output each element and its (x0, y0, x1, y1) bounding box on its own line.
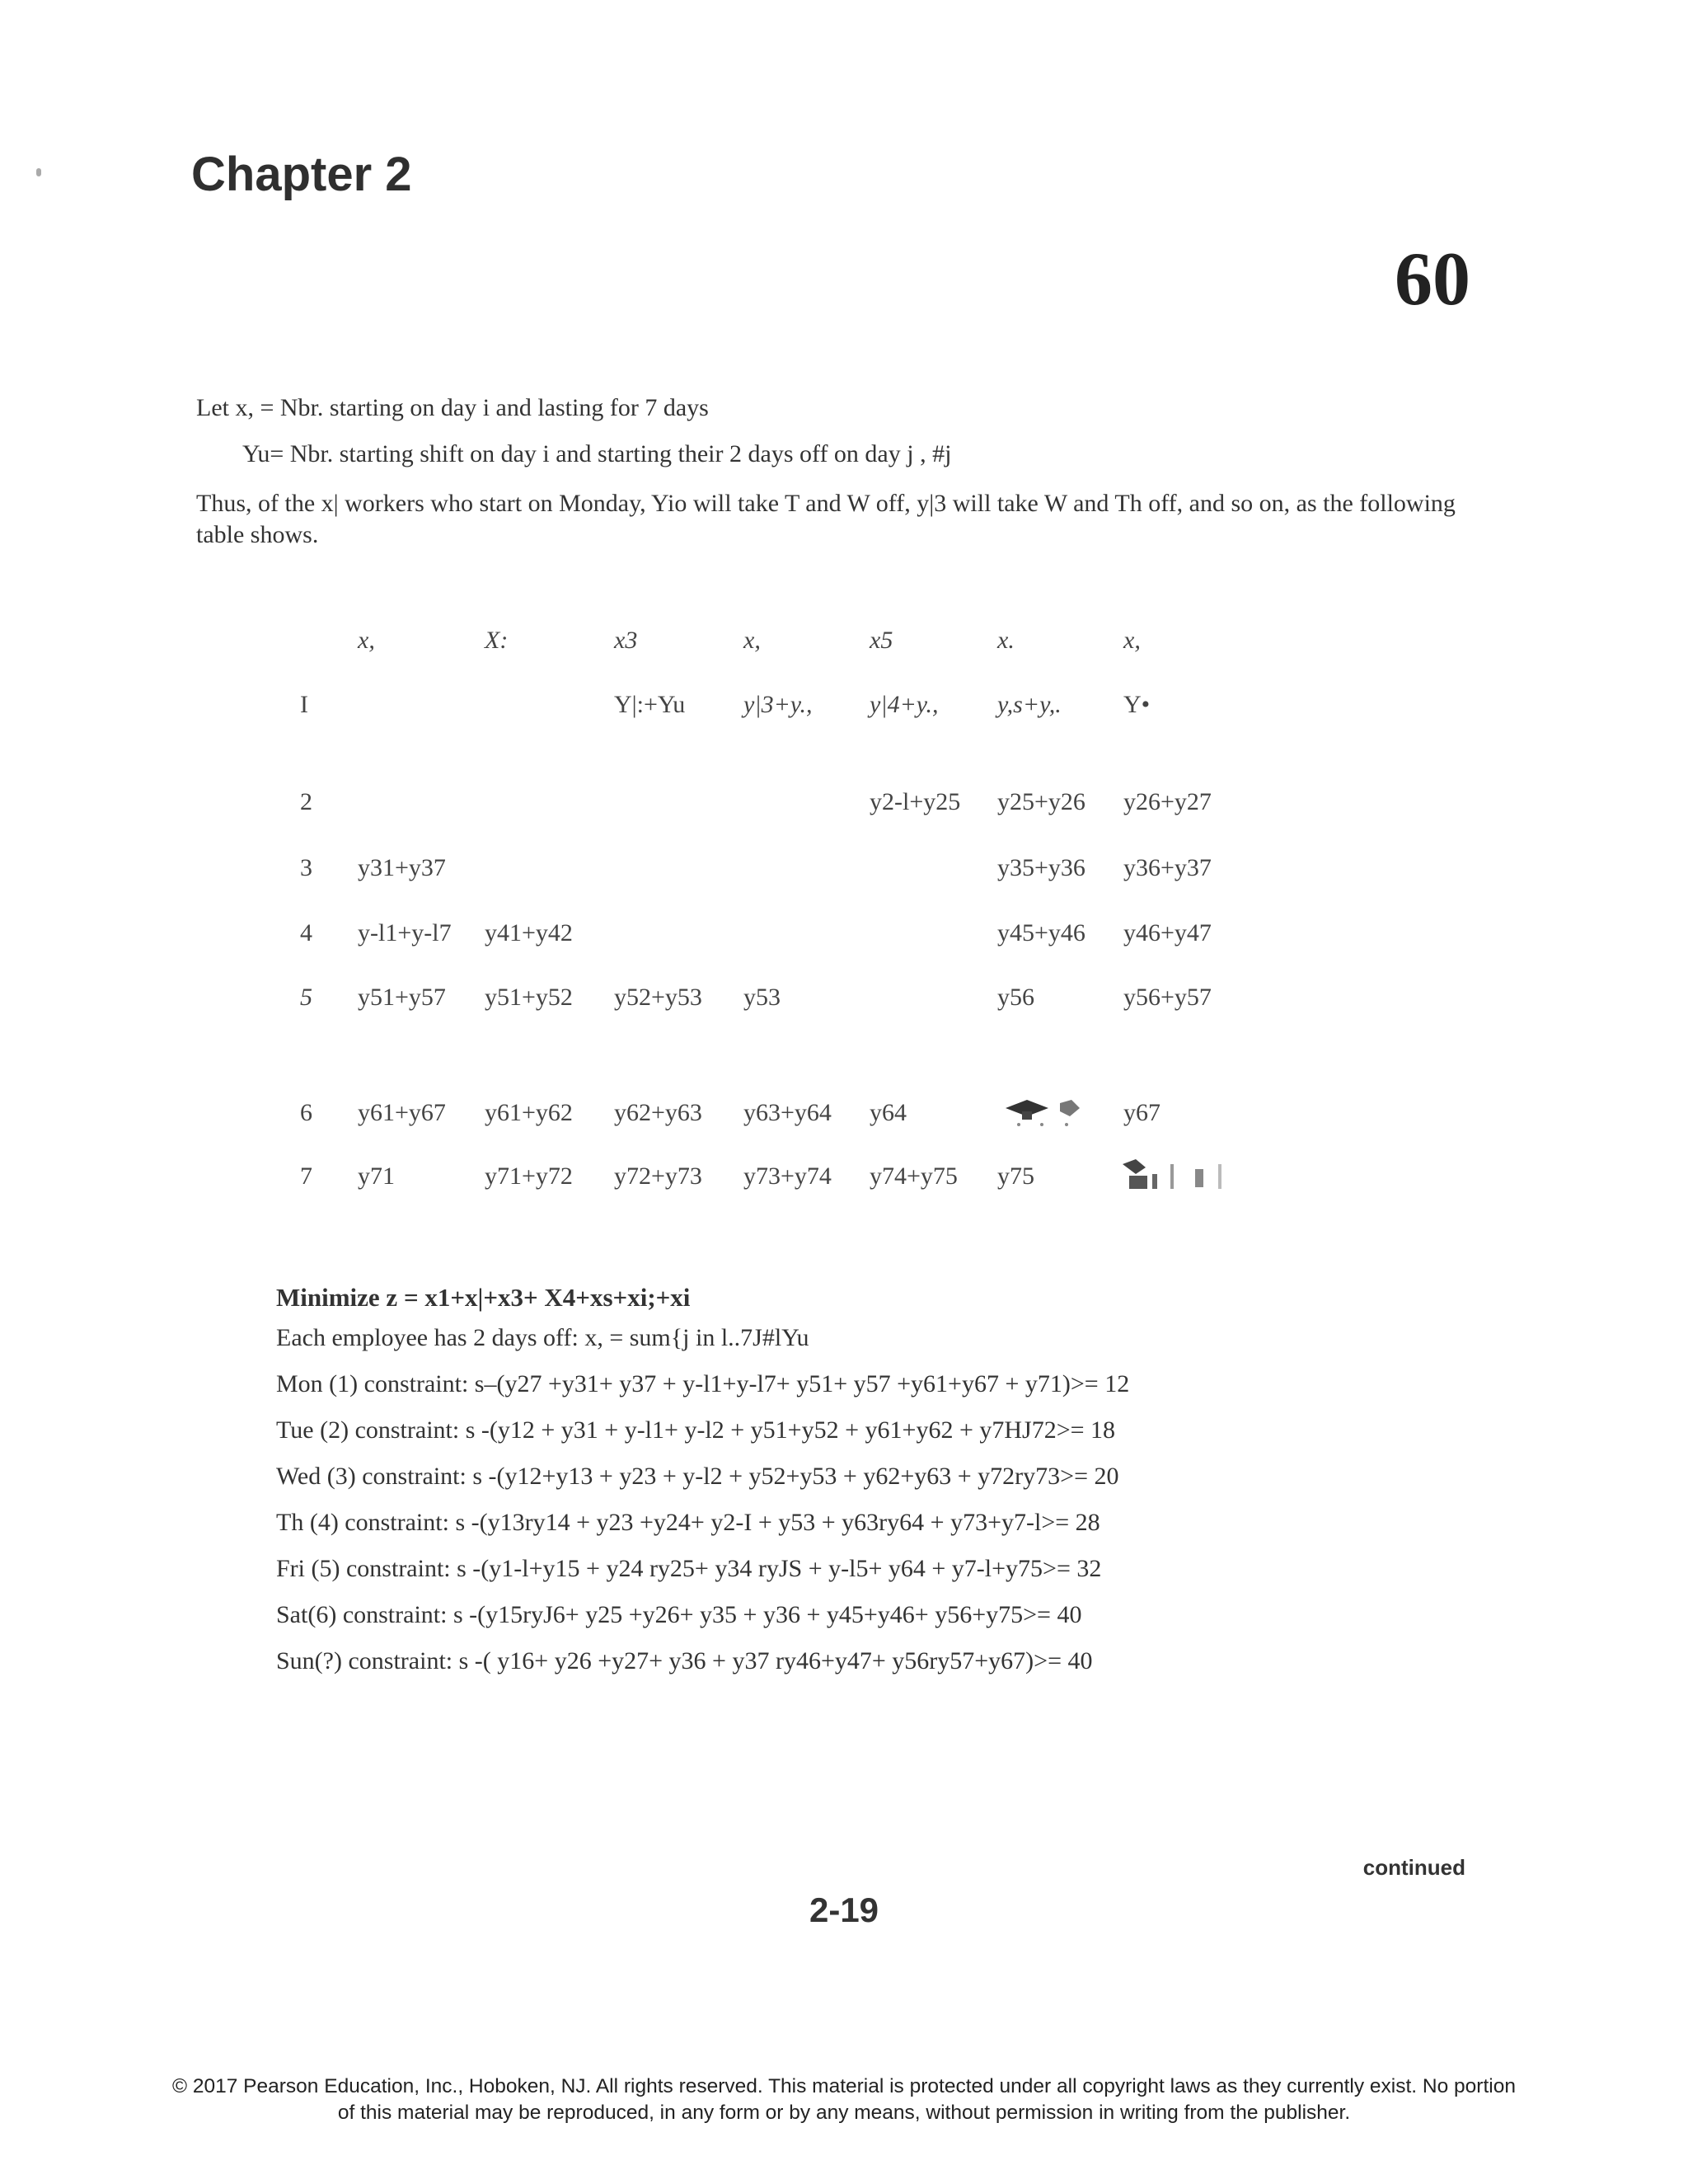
table-cell: y62+y63 (614, 1099, 702, 1126)
explanation-paragraph: Thus, of the x| workers who start on Monday, Yio will take T and W off, y|3 will take W and Th off, and so on, as the following table shows. (196, 490, 1456, 548)
table-cell: y25+y26 (997, 788, 1085, 815)
table-cell: y31+y37 (358, 854, 446, 881)
table-cell: Y|:+Yu (614, 691, 686, 718)
table-cell: y46+y47 (1123, 919, 1212, 946)
table-cell: y73+y74 (743, 1162, 832, 1190)
column-header: X: (485, 627, 509, 654)
row-label: I (300, 691, 308, 718)
column-header: x. (997, 627, 1015, 654)
constraint-sun: Sun(?) constraint: s -( y16+ y26 +y27+ y36 + y37 ry46+y47+ y56ry57+y67)>= 40 (276, 1647, 1093, 1674)
table-cell: y35+y36 (997, 854, 1085, 881)
variable-definition-x: Let x, = Nbr. starting on day i and lasting for 7 days (196, 394, 709, 421)
row-label: 7 (300, 1162, 312, 1190)
table-cell: y74+y75 (870, 1162, 958, 1190)
table-cell: y51+y52 (485, 984, 573, 1011)
row-label: 3 (300, 854, 312, 881)
column-header: x, (1123, 627, 1141, 654)
copyright-footer: © 2017 Pearson Education, Inc., Hoboken, NJ. All rights reserved. This material is protected under all copyright laws as they currently exist. No portion of this material may be reproduced, in any form or by any means, without permission in writing from the publisher. (172, 2075, 1516, 2124)
column-header: x, (358, 627, 375, 654)
row-label: 6 (300, 1099, 312, 1126)
table-cell: y41+y42 (485, 919, 573, 946)
table-cell: y71 (358, 1162, 395, 1190)
constraint-sat: Sat(6) constraint: s -(y15ryJ6+ y25 +y26+ y35 + y36 + y45+y46+ y56+y75>= 40 (276, 1601, 1082, 1628)
table-cell: y,s+y,. (997, 691, 1062, 718)
table-cell: y26+y27 (1123, 788, 1212, 815)
column-header: x, (743, 627, 761, 654)
table-cell: y61+y67 (358, 1099, 446, 1126)
constraint-tue: Tue (2) constraint: s -(y12 + y31 + y-l1+ y-l2 + y51+y52 + y61+y62 + y7HJ72>= 18 (276, 1416, 1116, 1444)
table-cell: y36+y37 (1123, 854, 1212, 881)
table-cell: y67 (1123, 1099, 1160, 1126)
table-cell: y|3+y., (743, 691, 813, 718)
table-cell: y-l1+y-l7 (358, 919, 452, 946)
variable-definition-y: Yu= Nbr. starting shift on day i and starting their 2 days off on day j , #j (242, 440, 952, 467)
table-cell: y63+y64 (743, 1099, 832, 1126)
row-label: 2 (300, 788, 312, 815)
constraint-wed: Wed (3) constraint: s -(y12+y13 + y23 + y-l2 + y52+y53 + y62+y63 + y72ry73>= 20 (276, 1463, 1119, 1490)
table-cell: y56+y57 (1123, 984, 1212, 1011)
constraint-mon: Mon (1) constraint: s–(y27 +y31+ y37 + y-l1+y-l7+ y51+ y57 +y61+y67 + y71)>= 12 (276, 1370, 1130, 1397)
table-cell: y2-l+y25 (870, 788, 961, 815)
table-cell: y71+y72 (485, 1162, 573, 1190)
table-cell: Y• (1123, 691, 1151, 718)
table-cell: y53 (743, 984, 781, 1011)
chapter-title: Chapter 2 (191, 148, 412, 201)
table-cell: y51+y57 (358, 984, 446, 1011)
problem-number: 60 (1395, 237, 1470, 321)
table-cell: y45+y46 (997, 919, 1085, 946)
column-header: x5 (870, 627, 893, 654)
scan-artifact-icon (1002, 1097, 1085, 1135)
constraint-thu: Th (4) constraint: s -(y13ry14 + y23 +y24+ y2-I + y53 + y63ry64 + y73+y7-l>= 28 (276, 1509, 1100, 1536)
column-header: x3 (614, 627, 638, 654)
row-label: 5 (300, 984, 312, 1011)
scan-artifact-icon (1121, 1158, 1236, 1200)
row-label: 4 (300, 919, 312, 946)
table-cell: y61+y62 (485, 1099, 573, 1126)
table-cell: y56 (997, 984, 1034, 1011)
objective-function: Minimize z = x1+x|+x3+ X4+xs+xi;+xi (276, 1283, 691, 1312)
margin-speck (36, 168, 41, 176)
constraint-fri: Fri (5) constraint: s -(y1-l+y15 + y24 ry25+ y34 ryJS + y-l5+ y64 + y7-l+y75>= 32 (276, 1555, 1102, 1582)
table-cell: y64 (870, 1099, 907, 1126)
continued-note: continued (1362, 1855, 1465, 1880)
table-cell: y72+y73 (614, 1162, 702, 1190)
employee-days-off-statement: Each employee has 2 days off: x, = sum{j in l..7J#lYu (276, 1324, 809, 1351)
table-cell: y75 (997, 1162, 1034, 1190)
table-cell: y|4+y., (870, 691, 939, 718)
table-cell: y52+y53 (614, 984, 702, 1011)
page-number: 2-19 (809, 1890, 879, 1929)
